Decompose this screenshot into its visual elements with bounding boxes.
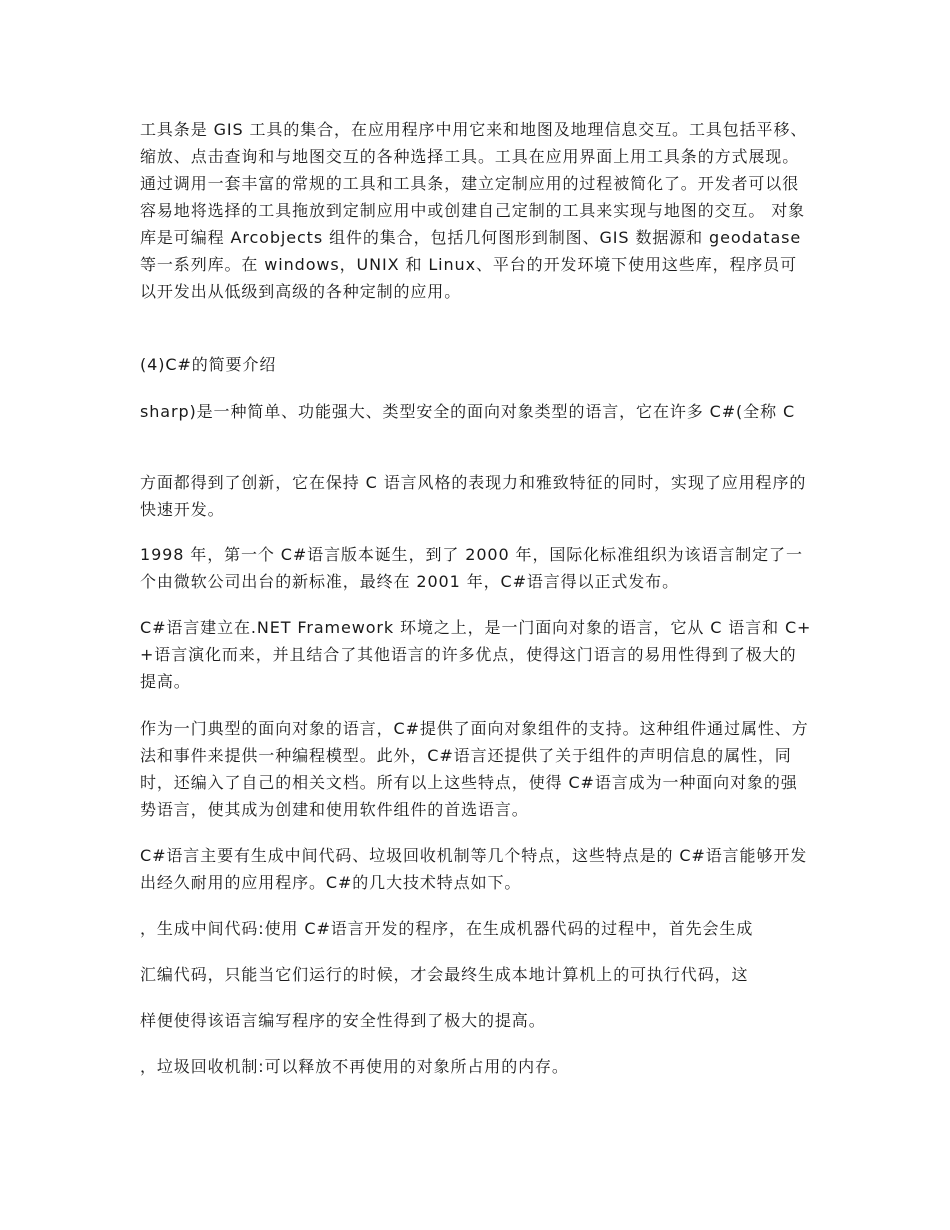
paragraph-csharp-definition: sharp)是一种简单、功能强大、类型安全的面向对象类型的语言，它在许多 C#(全称 C [140,402,796,421]
paragraph-intermediate-code-line1: ，生成中间代码:使用 C#语言开发的程序，在生成机器代码的过程中，首先会生成 [140,919,754,938]
paragraph-intermediate-code-line3: 样便使得该语言编写程序的安全性得到了极大的提高。 [140,1011,546,1030]
paragraph-intermediate-code-line2: 汇编代码，只能当它们运行的时候，才会最终生成本地计算机上的可执行代码，这 [140,965,749,984]
paragraph-csharp-dotnet: C#语言建立在.NET Framework 环境之上，是一门面向对象的语言，它从 C 语言和 C++语言演化而来，并且结合了其他语言的许多优点，使得这门语言的易用性得到了极大的提高。 [140,618,812,691]
paragraph-csharp-oop: 作为一门典型的面向对象的语言，C#提供了面向对象组件的支持。这种组件通过属性、方法和事件来提供一种编程模型。此外，C#语言还提供了关于组件的声明信息的属性，同时，还编入了自己的相关文档。所有以上这些特点，使得 C#语言成为一种面向对象的强势语言，使其成为创建和使用软件组件的首选语言。 [140,719,809,819]
paragraph-csharp-features: C#语言主要有生成中间代码、垃圾回收机制等几个特点，这些特点是的 C#语言能够开发出经久耐用的应用程序。C#的几大技术特点如下。 [140,846,808,892]
paragraph-garbage-collection: ，垃圾回收机制:可以释放不再使用的对象所占用的内存。 [140,1057,569,1076]
paragraph-csharp-history: 1998 年，第一个 C#语言版本诞生，到了 2000 年，国际化标准组织为该语言制定了一个由微软公司出台的新标准，最终在 2001 年，C#语言得以正式发布。 [140,545,803,591]
section-heading-csharp-intro: (4)C#的简要介绍 [140,355,277,374]
paragraph-csharp-innovation: 方面都得到了创新，它在保持 C 语言风格的表现力和雅致特征的同时，实现了应用程序的快速开发。 [140,473,807,519]
paragraph-arcgis-toolbars: 工具条是 GIS 工具的集合，在应用程序中用它来和地图及地理信息交互。工具包括平移、缩放、点击查询和与地图交互的各种选择工具。工具在应用界面上用工具条的方式展现。通过调用一套丰富的常规的工具和工具条，建立定制应用的过程被简化了。开发者可以很容易地将选择的工具拖放到定制应用中或创建自己定制的工具来实现与地图的交互。 对象库是可编程 Arcobjects 组件的集合，包括几何图形到制图、GIS 数据源和 geodatase 等一系列库。在 windows，UNIX 和 Linux、平台的开发环境下使用这些库，程序员可以开发出从低级到高级的各种定制的应用。 [140,120,808,301]
